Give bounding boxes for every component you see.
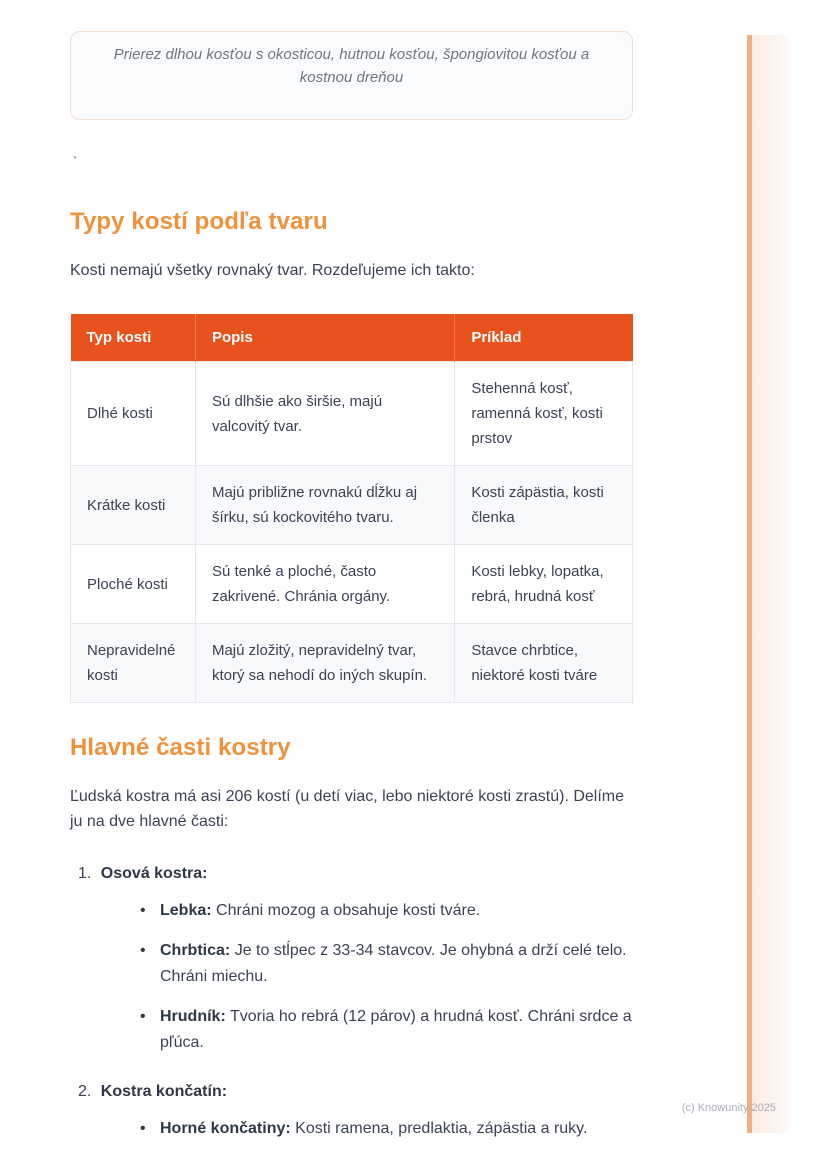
section-title-skeleton-parts: Hlavné časti kostry (70, 734, 291, 761)
figure-caption-box (70, 31, 633, 120)
list-item-heading (70, 1080, 633, 1104)
table-row (71, 466, 633, 545)
bullet-icon: • (140, 1008, 146, 1025)
cell-type: Ploché kosti (71, 545, 196, 624)
cell-description: Sú tenké a ploché, často zakrivené. Chránia orgány. (195, 545, 454, 624)
table-row (71, 624, 633, 703)
list-item (70, 1004, 633, 1056)
table-row (71, 362, 633, 466)
list-item-text (160, 938, 633, 990)
cell-description: Majú zložitý, nepravidelný tvar, ktorý sa nehodí do iných skupín. (195, 624, 454, 703)
stripe-fill (752, 35, 788, 1133)
list-item-detail: Tvoria ho rebrá (12 párov) a hrudná kosť. Chráni srdce a pľúca. (160, 1008, 632, 1051)
cell-description: Sú dlhšie ako širšie, majú valcovitý tvar. (195, 362, 454, 466)
cell-example: Stavce chrbtice, niektoré kosti tváre (455, 624, 633, 703)
copyright-notice: (c) Knowunity 2025 (681, 1102, 776, 1114)
list-item-detail: Kosti ramena, predlaktia, zápästia a ruky. (295, 1120, 588, 1137)
table-row (71, 545, 633, 624)
list-label: Kostra končatín: (100, 1083, 228, 1100)
list-item-text (160, 1004, 633, 1056)
list-item (70, 898, 633, 924)
list-number: 1. (78, 865, 92, 882)
list-number: 2. (78, 1083, 92, 1100)
axial-sublist (70, 898, 633, 1056)
decorative-side-stripe (747, 35, 788, 1133)
list-item-heading (70, 862, 633, 886)
list-item (70, 938, 633, 990)
list-item-label: Hrudník: (160, 1008, 226, 1025)
list-item-detail: Je to stĺpec z 33-34 stavcov. Je ohybná a drží celé telo. Chráni miechu. (160, 942, 627, 985)
list-item-detail: Chráni mozog a obsahuje kosti tváre. (216, 902, 481, 919)
figure-caption: Prierez dlhou kosťou s okosticou, hutnou kosťou, špongiovitou kosťou a kostnou dreňou (113, 46, 590, 86)
bone-types-table (70, 314, 633, 703)
section1-intro: Kosti nemajú všetky rovnaký tvar. Rozdeľujeme ich takto: (70, 262, 475, 279)
cell-example: Stehenná kosť, ramenná kosť, kosti prstov (455, 362, 633, 466)
cell-example: Kosti lebky, lopatka, rebrá, hrudná kosť (455, 545, 633, 624)
skeleton-parts-list (70, 862, 633, 1142)
bullet-icon: • (140, 902, 146, 919)
list-item-label: Chrbtica: (160, 942, 231, 959)
col-header-type: Typ kosti (71, 314, 196, 362)
section-title-bone-types: Typy kostí podľa tvaru (70, 208, 328, 235)
list-item-text (160, 1116, 633, 1142)
cell-description: Majú približne rovnakú dĺžku aj šírku, sú kockovitého tvaru. (195, 466, 454, 545)
section2-intro: Ľudská kostra má asi 206 kostí (u detí viac, lebo niektoré kosti zrastú). Delíme ju na dve hlavné časti: (70, 788, 625, 830)
list-item-limb-skeleton (70, 1080, 633, 1142)
list-label: Osová kostra: (100, 865, 208, 882)
list-item (70, 1116, 633, 1142)
bullet-icon: • (140, 942, 146, 959)
cell-type: Krátke kosti (71, 466, 196, 545)
cell-type: Nepravidelné kosti (71, 624, 196, 703)
list-item-text (160, 898, 633, 924)
document-page (70, 31, 633, 1142)
bullet-icon: • (140, 1120, 146, 1137)
list-item-label: Lebka: (160, 902, 212, 919)
col-header-description: Popis (195, 314, 454, 362)
list-item-label: Horné končatiny: (160, 1120, 291, 1137)
cell-example: Kosti zápästia, kosti členka (455, 466, 633, 545)
table-header (71, 314, 633, 362)
col-header-example: Príklad (455, 314, 633, 362)
stray-backtick-text: ` (73, 154, 78, 169)
cell-type: Dlhé kosti (71, 362, 196, 466)
list-item-axial-skeleton (70, 862, 633, 1056)
limb-sublist (70, 1116, 633, 1142)
